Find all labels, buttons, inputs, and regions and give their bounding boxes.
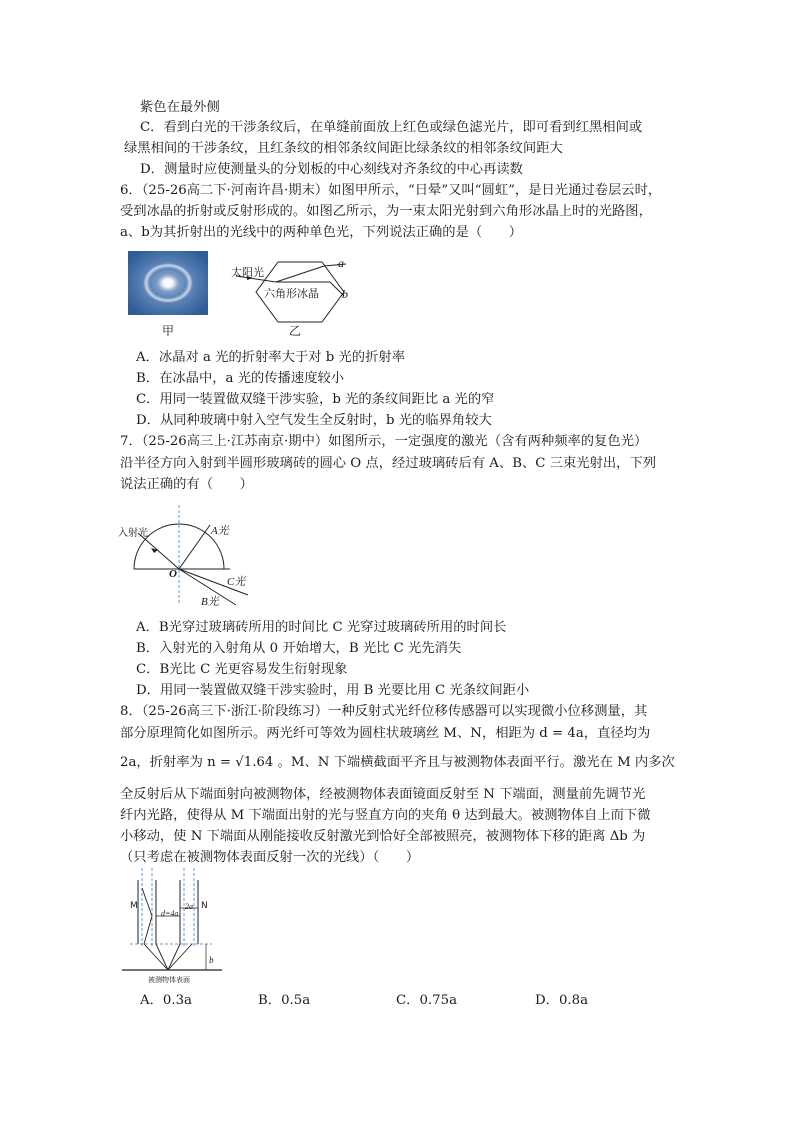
q6-option-c: C．用同一装置做双缝干涉实验，b 光的条纹间距比 a 光的窄: [136, 392, 495, 407]
q5-option-c-line1: C．看到白光的干涉条纹后，在单缝前面放上红色或绿色滤光片，即可看到红黑相间或: [140, 120, 643, 135]
q5-option-b-tail: 紫色在最外侧: [140, 100, 220, 115]
q8-stem-line6: 小移动，使 N 下端面从刚能接收反射激光到恰好全部被照亮，被测物体下移的距离 Δb 为: [120, 829, 646, 844]
fiber-m-label: M: [130, 901, 138, 911]
halo-photo: [128, 251, 208, 315]
sunlight-label: 太阳光: [231, 266, 264, 279]
q7-option-a: A．B光穿过玻璃砖所用的时间比 C 光穿过玻璃砖所用的时间长: [136, 620, 507, 635]
light-c-label: C光: [227, 576, 246, 588]
incident-light-label: 入射光: [118, 528, 148, 539]
q8-stem-line1: 8．（25-26高三下·浙江·阶段练习）一种反射式光纤位移传感器可以实现微小位移测量，其: [120, 704, 648, 719]
q8-stem-line2: 部分原理简化如图所示。两光纤可等效为圆柱状玻璃丝 M、N，相距为 d = 4a，直径均为: [120, 726, 651, 741]
q7-option-d: D．用同一装置做双缝干涉实验时，用 B 光要比用 C 光条纹间距小: [136, 683, 530, 698]
q8-stem-line4: 全反射后从下端面射向被测物体，经被测物体表面镜面反射至 N 下端面，测量前先调节光: [120, 787, 646, 802]
distance-d-label: d=4a: [161, 909, 179, 918]
light-b-label: B光: [201, 596, 219, 608]
q6-option-a: A．冰晶对 a 光的折射率大于对 b 光的折射率: [136, 350, 405, 365]
q6-option-b: B．在冰晶中，a 光的传播速度较小: [136, 371, 345, 386]
q8-stem-line3: 2a，折射率为 n = √1.64 。M、N 下端横截面平齐且与被测物体表面平行。激光在 M 内多次: [120, 755, 675, 770]
q7-option-c: C．B光比 C 光更容易发生衍射现象: [136, 662, 348, 677]
q6-stem-line3: a、b为其折射出的光线中的两种单色光，下列说法正确的是（ ）: [120, 225, 523, 240]
q7-stem-line2: 沿半径方向入射到半圆形玻璃砖的圆心 O 点，经过玻璃砖后有 A、B、C 三束光射出，下列: [120, 456, 657, 471]
ray-a-label: a: [338, 256, 344, 270]
diameter-2a-label: 2a: [185, 902, 193, 911]
q6-option-d: D．从同种玻璃中射入空气发生全反射时，b 光的临界角较大: [136, 413, 492, 428]
origin-label: O: [169, 568, 177, 580]
q8-stem-line7: （只考虑在被测物体表面反射一次的光线）（ ）: [120, 850, 420, 865]
q8-stem-line5: 纤内光路，使得从 M 下端面出射的光与竖直方向的夹角 θ 达到最大。被测物体自上而下微: [120, 808, 651, 823]
q8-option-a: A．0.3a: [140, 993, 192, 1008]
crystal-label: 六角形冰晶: [264, 287, 319, 300]
q7-stem-line1: 7．（25-26高三上·江苏南京·期中）如图所示，一定强度的激光（含有两种频率的复色光）: [120, 434, 648, 449]
q5-option-c-line2: 绿黑相间的干涉条纹，且红条纹的相邻条纹间距比绿条纹的相邻条纹间距大: [124, 141, 563, 156]
figure-yi-caption: 乙: [289, 324, 302, 338]
gap-b-label: b: [209, 955, 214, 965]
q8-option-c: C．0.75a: [396, 993, 458, 1008]
q6-stem-line2: 受到冰晶的折射或反射形成的。如图乙所示，为一束太阳光射到六角形冰晶上时的光路图，: [120, 204, 652, 219]
q5-option-d: D．测量时应使测量头的分划板的中心刻线对齐条纹的中心再读数: [140, 162, 523, 177]
light-a-label: A光: [211, 525, 229, 537]
ray-b-label: b: [342, 287, 348, 301]
figure-jia-caption: 甲: [162, 324, 175, 338]
q7-option-b: B．入射光的入射角从 0 开始增大，B 光比 C 光先消失: [136, 641, 462, 656]
semicircle-glass-diagram: [118, 505, 258, 615]
q8-option-d: D．0.8a: [535, 993, 589, 1008]
q6-stem-line1: 6．（25-26高二下·河南许昌·期末）如图甲所示，“日晕”又叫“圆虹”，是日光通过卷层云时，: [120, 183, 662, 198]
q7-stem-line3: 说法正确的有（ ）: [120, 477, 253, 492]
q8-option-b: B．0.5a: [258, 993, 311, 1008]
fiber-n-label: N: [201, 901, 208, 911]
object-surface-label: 被测物体表面: [148, 976, 190, 984]
